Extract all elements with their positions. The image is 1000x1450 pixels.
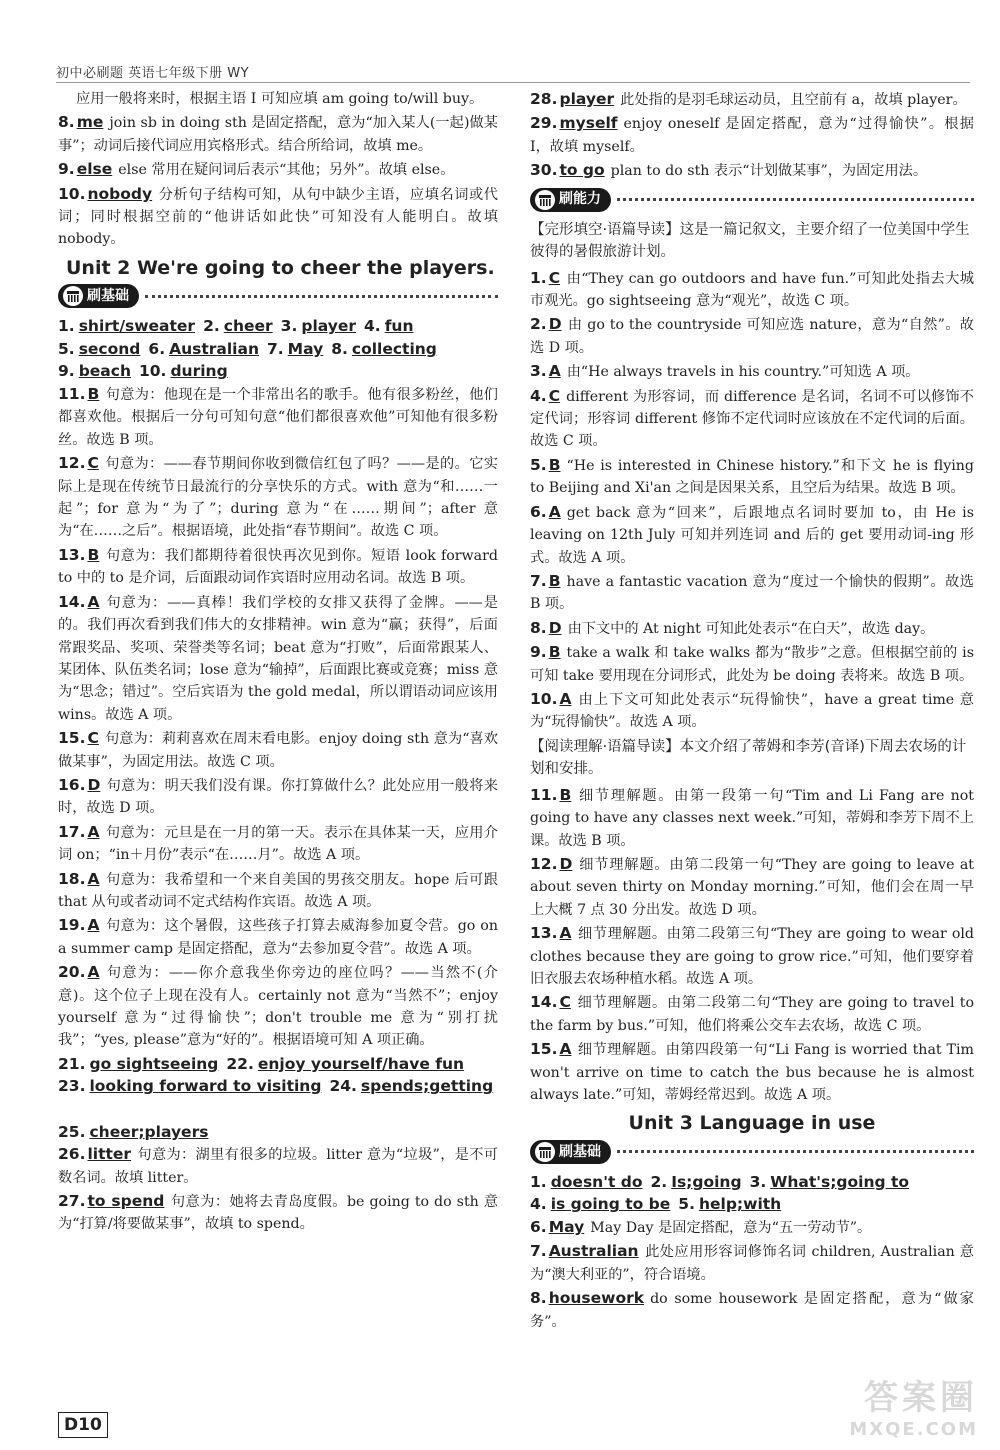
item-answer: C [87,729,99,748]
item-answer: shirt/sweater [78,317,196,336]
answer-list-a [58,111,498,250]
item-answer: else [76,160,113,179]
item-answer: litter [87,1145,132,1164]
item-answer: A [87,592,100,611]
item-explanation: 由 go to the countryside 可知应选 nature，意为“自然”。故选 D 项。 [530,317,974,356]
fill-row [58,1075,498,1120]
answer-item [58,821,498,867]
item-explanation: 由“They can go outdoors and have fun.”可知此处指去大城市观光。go sightseeing 意为“观光”，故选 C 项。 [530,270,974,310]
item-answer: second [78,339,141,358]
item-answer: A [559,1040,572,1059]
answer-item [530,641,974,687]
item-answer: What's;going to [770,1172,910,1191]
fill-row [530,1171,974,1194]
item-answer: C [548,268,561,287]
cloze-guide: 【完形填空·语篇导读】这是一篇记叙文，主要介绍了一位美国中学生彼得的暑假旅游计划。 [530,221,970,260]
item-explanation: 此处指的是羽毛球运动员，且空前有 a，故填 player。 [620,92,967,108]
item-answer: B [548,643,561,662]
item-answer: fun [384,317,414,336]
item-number: 9. [530,643,547,662]
answer-item [530,112,974,158]
item-number: 12. [58,454,86,473]
item-number: 30. [530,161,558,180]
item-number: 9. [58,160,75,179]
item-number: 2. [530,315,547,334]
item-explanation: 分析句子结构可知，从句中缺少主语，应填名词或代词；同时根据空前的“他讲话如此快”可知没有人能明白。故填 nobody。 [58,186,498,248]
item-number: 1. [58,317,75,336]
item-number: 12. [530,854,558,873]
fill-row [58,1121,498,1144]
item-explanation: 句意为：——春节期间你收到微信红包了吗？——是的。它实际上是现在传统节日最流行的分享快乐的方式。with 意为“和……一起”；for 意为“为了”；during 意为“在……期间”；after 意为“在……之后”。根据语境，此处指“春节期间”。故选 C 项。 [58,456,498,540]
answer-item [58,544,498,590]
answer-item [530,1287,974,1333]
item-number: 1. [530,268,547,287]
item-answer: Australian [548,1242,639,1261]
item-explanation: enjoy oneself 是固定搭配，意为“过得愉快”。根据 I，故填 myself。 [530,116,974,155]
item-number: 7. [266,339,284,358]
answer-item [58,961,498,1052]
item-number: 29. [530,114,558,133]
brush-icon [534,1141,556,1163]
item-number: 14. [58,592,86,611]
item-explanation: 细节理解题。由第二段第三句“They are going to wear old clothes because they are going to grow rice.”可知，他们要穿着旧衣服去农场种植水稻。故选 A 项。 [530,926,974,987]
item-number: 10. [58,184,86,203]
item-number: 22. [226,1054,254,1073]
item-number: 13. [58,545,86,564]
item-answer: B [548,571,561,590]
item-number: 23. [58,1077,86,1096]
item-explanation: 此处应用形容词修饰名词 children, Australian 意为“澳大利亚的”，符合语境。 [530,1244,974,1283]
item-answer: looking forward to visiting [89,1077,322,1096]
item-explanation: May Day 是固定搭配，意为“五一劳动节”。 [590,1220,872,1237]
answer-item [530,853,974,921]
item-answer: B [87,385,100,404]
answer-item [58,383,498,451]
answer-item [58,1190,498,1236]
item-explanation: 句意为：这个暑假，这些孩子打算去威海参加夏令营。go on a summer camp 是固定搭配，意为“去参加夏令营”。故选 A 项。 [58,918,498,957]
answer-item [58,868,498,914]
fill-row [58,315,498,338]
unit-3-title: Unit 3 Language in use [628,1112,876,1135]
item-number: 13. [530,924,558,943]
item-answer: player [301,317,356,336]
item-number: 8. [58,113,75,132]
badge [530,188,611,212]
section-badge-ability [530,187,974,213]
item-explanation: 细节理解题。由第四段第一句“Li Fang is worried that Tim won't arrive on time to catch the bus because he is almost always late.”可知，蒂姆经常迟到。故选 A 项。 [530,1042,974,1104]
answer-item [530,313,974,359]
item-explanation: 由上下文可知此处表示“玩得愉快”，have a great time 意为“玩得愉快”。故选 A 项。 [530,691,974,731]
item-answer: C [87,454,99,473]
item-explanation: 句意为：莉莉喜欢在周末看电影。enjoy doing sth 意为“喜欢做某事”，为固定用法。故选 C 项。 [58,731,498,770]
item-number: 1. [530,1172,547,1191]
item-number: 7. [530,571,547,590]
answer-list-right-d [530,1216,974,1333]
fill-row [58,1053,498,1076]
dotted-rule [145,295,498,298]
item-answer: enjoy yourself/have fun [257,1054,465,1073]
item-answer: to spend [87,1192,165,1210]
item-answer: A [87,869,100,888]
right-column [530,88,974,1334]
item-number: 18. [58,869,86,888]
item-explanation: 细节理解题。由第二段第一句“They are going to leave at about seven thirty on Monday morning.”可知，他们会在周一早上大概 7 点 30 分出发。故选 D 项。 [530,856,974,918]
item-number: 6. [148,339,166,358]
answer-item [530,501,974,569]
answer-item [530,991,974,1037]
answer-item [58,111,498,157]
item-explanation: join sb in doing sth 是固定搭配，意为“加入某人(一起)做某事”；动词后接代词应用宾格形式。结合所给词，故填 me。 [58,115,498,154]
item-number: 11. [530,785,558,804]
running-header: 初中必刷题 英语七年级下册 WY [56,66,250,81]
item-answer: to go [559,161,605,180]
answer-list-right-a [530,88,974,183]
item-answer: collecting [351,339,437,358]
watermark-text: 答案圈 [864,1378,978,1418]
item-answer: A [559,924,572,943]
item-answer: spends;getting [360,1077,494,1096]
item-explanation: 句意为：我们都期待着很快再次见到你。短语 look forward to 中的 to 是介词，后面跟动词作宾语时应用动名词。故选 B 项。 [58,547,498,587]
item-number: 27. [58,1192,86,1210]
answer-item [530,360,974,383]
item-answer: nobody [87,184,153,203]
item-explanation: plan to do sth 表示“计划做某事”，为固定用法。 [610,163,928,180]
item-number: 3. [749,1172,767,1191]
item-number: 10. [530,689,558,708]
item-explanation: 句意为：——你介意我坐你旁边的座位吗？——当然不(介意)。这个位子上现在没有人。certainly not 意为“当然不”；enjoy yourself 意为“过得愉快”；don't trouble me 意为“别打扰我”；“yes, please”意为“好的”。根据语境可知 A 项正确。 [58,965,498,1049]
answer-item [530,454,974,500]
item-answer: cheer [223,317,273,336]
item-number: 20. [58,963,86,982]
item-explanation: 句意为：他现在是一个非常出名的歌手。他有很多粉丝，他们都喜欢他。根据后一分句可知句意“他们都很喜欢他”可知他有很多粉丝。故选 B 项。 [58,387,498,448]
answer-list-c [58,1143,498,1236]
fill-rows-1 [58,315,498,383]
item-number: 7. [530,1242,547,1261]
answer-item [530,159,974,182]
answer-item [58,914,498,960]
item-number: 4. [364,317,381,336]
item-explanation: have a fantastic vacation 意为“度过一个愉快的假期”。故选 B 项。 [530,573,974,613]
badge-label: 刷能力 [559,191,601,208]
answer-item [58,183,498,251]
page-number: D10 [58,1412,108,1438]
item-number: 15. [58,729,86,748]
item-answer: is going to be [550,1195,671,1214]
item-explanation: do some housework 是固定搭配，意为“做家务”。 [530,1291,974,1330]
item-number: 2. [203,317,220,336]
answer-item [58,452,498,543]
item-number: 19. [58,916,86,935]
item-explanation: 句意为：——真棒！我们学校的女排又获得了金牌。——是的。我们再次看到我们伟大的女排精神。win 意为“赢；获得”，后面常跟奖品、奖项、荣誉类等名词；beat 意为“打败”，后面常跟某人、某团体、队伍类名词；lose 意为“输掉”，后面跟比赛或竞赛；miss 意为“思念；错过”。空后宾语为 the gold medal，所以谓语动词应该用 wins。故选 A 项。 [58,594,498,723]
section-badge-basic-2 [530,1139,974,1165]
brush-icon [534,189,556,211]
badge [58,284,139,308]
item-explanation: 由下文中的 At night 可知此处表示“在白天”，故选 day。 [567,620,935,637]
item-answer: A [87,963,100,982]
item-explanation: “He is interested in Chinese history.”和下文 he is flying to Beijing and Xi'an 之间是因果关系，且空后为结果。故选 B 项。 [530,457,974,497]
item-number: 17. [58,822,86,841]
answer-item [530,88,974,111]
brush-icon [62,285,84,307]
item-answer: go sightseeing [89,1054,219,1073]
item-explanation: get back 意为“回来”，后跟地点名词时要加 to，由 He is leaving on 12th July 可知并列连词 and 后的 get 要用动词-ing 形式。故选 A 项。 [530,504,974,566]
item-number: 28. [530,90,558,108]
unit-2-title: Unit 2 We're going to cheer the players. [66,256,495,279]
item-explanation: 句意为：元旦是在一月的第一天。表示在具体某一天，应用介词 on；“in＋月份”表示“在……月”。故选 A 项。 [58,824,498,864]
item-number: 25. [58,1122,86,1141]
answer-item [530,267,974,313]
left-column [58,88,498,1237]
item-answer: A [87,916,100,935]
item-number: 3. [280,317,298,336]
item-answer: B [548,455,561,474]
item-number: 16. [58,775,86,794]
item-answer: A [87,822,100,841]
item-number: 26. [58,1145,86,1164]
item-answer: May [548,1218,585,1237]
item-number: 8. [331,339,348,358]
item-answer: D [559,854,573,873]
item-explanation: 细节理解题。由第二段第二句“They are going to travel to the farm by bus.”可知，他们将乘公交车去农场，故选 C 项。 [530,995,974,1034]
watermark [849,1370,978,1440]
item-explanation: 由“He always travels in his country.”可知选 A 项。 [566,364,920,381]
item-number: 8. [530,618,547,637]
answer-item [530,1240,974,1286]
dotted-rule [617,1150,974,1153]
item-number: 21. [58,1054,86,1073]
item-explanation: 细节理解题。由第一段第一句“Tim and Li Fang are not going to have any classes next week.”可知，蒂姆和李芳下周不上课。故选 B 项。 [530,787,974,849]
item-explanation: 句意为：明天我们没有课。你打算做什么？此处应用一般将来时，故选 D 项。 [58,777,498,817]
header-rule [56,82,970,83]
item-answer: D [87,775,101,794]
item-answer: C [548,386,561,405]
item-answer: myself [559,114,618,133]
item-explanation: 句意为：她将去青岛度假。be going to do sth 意为“打算/将要做某事”，故填 to spend。 [58,1194,498,1233]
answer-item [58,727,498,773]
item-number: 11. [58,385,86,404]
badge-label: 刷基础 [559,1143,601,1160]
item-number: 4. [530,1195,547,1214]
fill-row [530,1193,974,1216]
item-number: 5. [530,455,547,474]
answer-item [530,1216,974,1239]
item-number: 15. [530,1040,558,1059]
reading-guide: 【阅读理解·语篇导读】本文介绍了蒂姆和李芳(音译)下周去农场的计划和安排。 [530,738,967,777]
item-answer: D [548,618,562,637]
item-answer: D [548,315,562,334]
item-explanation: 句意为：我希望和一个来自美国的男孩交朋友。hope 后可跟 that 从句或者动词不定式结构作宾语。故选 A 项。 [58,871,498,910]
item-answer: help;with [698,1195,782,1214]
item-answer: doesn't do [550,1172,643,1191]
item-answer: beach [78,362,131,381]
fill-row [58,338,498,361]
continued-answer: 应用一般将来时，根据主语 I 可知应填 am going to/will buy。 [76,91,484,107]
item-answer: cheer;players [89,1122,209,1141]
item-number: 6. [530,1218,547,1237]
item-number: 14. [530,993,558,1012]
item-number: 9. [58,362,75,381]
answer-item [530,570,974,616]
item-number: 10. [138,362,167,381]
item-explanation: different 为形容词，而 difference 是名词，名词不可以修饰不定代词；形容词 different 修饰不定代词时应该放在不定代词的后面。故选 C 项。 [530,388,974,450]
answer-list-b [58,383,498,1052]
item-number: 5. [678,1195,695,1214]
item-answer: May [287,339,324,358]
answer-item [530,385,974,453]
item-answer: player [559,90,615,108]
answer-item [530,922,974,990]
answer-item [58,158,498,181]
answer-item [58,774,498,820]
item-number: 5. [58,339,75,358]
answer-list-right-b [530,267,974,734]
fill-rows-2 [58,1053,498,1143]
item-answer: C [559,993,571,1012]
item-answer: B [559,785,572,804]
item-explanation: else 常用在疑问词后表示“其他；另外”。故填 else。 [118,162,455,179]
item-answer: B [87,545,100,564]
answer-list-right-c [530,784,974,1107]
item-answer: during [170,362,228,381]
answer-item [530,1038,974,1106]
answer-item [530,784,974,852]
item-number: 2. [650,1172,668,1191]
answer-item [58,591,498,726]
item-number: 8. [530,1289,547,1308]
item-answer: Is;going [671,1172,742,1191]
item-number: 6. [530,502,547,521]
item-answer: Australian [169,339,259,358]
item-answer: A [559,689,572,708]
item-number: 24. [329,1077,357,1096]
answer-item [58,1143,498,1189]
fill-row [58,360,498,383]
answer-item [530,688,974,734]
section-badge-basic [58,283,498,309]
item-answer: housework [548,1289,645,1308]
badge-label: 刷基础 [87,288,129,305]
dotted-rule [617,198,974,201]
badge [530,1140,611,1164]
item-number: 4. [530,386,547,405]
item-answer: A [548,502,561,521]
item-answer: me [76,113,104,132]
item-explanation: take a walk 和 take walks 都为“散步”之意。但根据空前的 is 可知 take 要用现在分词形式，此处为 be doing 表将来。故选 B 项。 [530,645,974,684]
item-number: 3. [530,362,547,381]
fill-rows-right [530,1171,974,1216]
watermark-url: MXQE.COM [849,1419,978,1440]
answer-item [530,617,974,640]
item-explanation: 句意为：湖里有很多的垃圾。litter 意为“垃圾”，是不可数名词。故填 litter。 [58,1147,498,1186]
item-answer: A [548,362,561,381]
